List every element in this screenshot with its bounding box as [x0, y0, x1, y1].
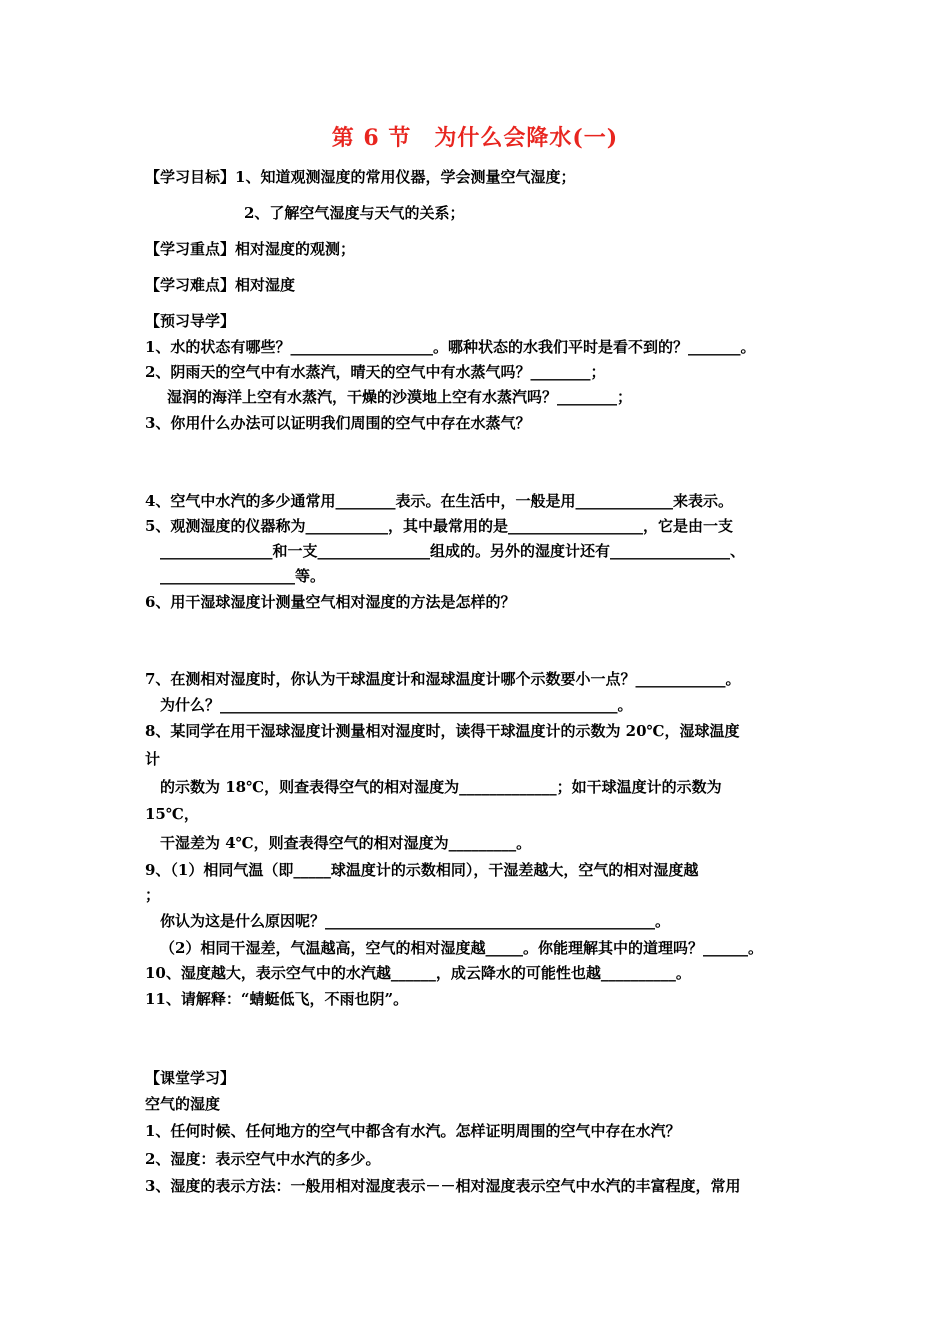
question-9-cont: 你认为这是什么原因呢？____________________________________________。	[160, 912, 671, 930]
question-7-cont: 为什么？_____________________________________________________。	[160, 696, 633, 714]
question-5: 5、观测湿度的仪器称为___________，其中最常用的是__________________，它是由一支	[145, 517, 733, 535]
question-5-cont: _______________和一支_______________组成的。另外的湿度计还有________________、	[160, 542, 746, 560]
learning-difficulty: 【学习难点】相对湿度	[145, 276, 296, 294]
question-9: 9、（1）相同气温（即_____球温度计的示数相同），干湿差越大，空气的相对湿度越	[145, 861, 699, 879]
question-8: 8、某同学在用干湿球湿度计测量相对湿度时，读得干球温度计的示数为 20℃，湿球温度	[145, 722, 740, 740]
learning-objective-1: 【学习目标】1、知道观测湿度的常用仪器，学会测量空气湿度；	[145, 168, 576, 186]
question-9-wrap: ；	[145, 886, 161, 904]
question-8-cont-2: 干湿差为 4℃，则查表得空气的相对湿度为_________。	[160, 834, 532, 852]
question-8-wrap: 计	[145, 750, 161, 768]
question-2: 2、阴雨天的空气中有水蒸汽，晴天的空气中有水蒸气吗？________；	[145, 363, 606, 381]
classroom-item-1: 1、任何时候、任何地方的空气中都含有水汽。怎样证明周围的空气中存在水汽？	[145, 1122, 681, 1140]
learning-focus: 【学习重点】相对湿度的观测；	[145, 240, 356, 258]
classroom-item-2: 2、湿度：表示空气中水汽的多少。	[145, 1150, 381, 1168]
question-6: 6、用干湿球湿度计测量空气相对湿度的方法是怎样的？	[145, 593, 516, 611]
preview-guide-heading: 【预习导学】	[145, 312, 236, 330]
question-4: 4、空气中水汽的多少通常用________表示。在生活中，一般是用_____________来表示。	[145, 492, 733, 510]
question-8-cont: 的示数为 18℃，则查表得空气的相对湿度为_____________；如干球温度计的示数为	[160, 778, 722, 796]
question-2-cont: 湿润的海洋上空有水蒸汽，干燥的沙漠地上空有水蒸汽吗？________；	[167, 388, 633, 406]
question-10: 10、湿度越大，表示空气中的水汽越______，成云降水的可能性也越__________。	[145, 964, 691, 982]
question-11: 11、请解释：“蜻蜓低飞，不雨也阴”。	[145, 990, 409, 1008]
question-7: 7、在测相对湿度时，你认为干球温度计和湿球温度计哪个示数要小一点？____________。	[145, 670, 741, 688]
question-5-cont-2: __________________等。	[160, 567, 326, 585]
classroom-item-3: 3、湿度的表示方法：一般用相对湿度表示－－相对湿度表示空气中水汽的丰富程度，常用	[145, 1177, 741, 1195]
question-3: 3、你用什么办法可以证明我们周围的空气中存在水蒸气？	[145, 414, 531, 432]
classroom-heading: 【课堂学习】	[145, 1069, 236, 1087]
learning-objective-2: 2、了解空气湿度与天气的关系；	[244, 204, 465, 222]
question-9-part-2: （2）相同干湿差，气温越高，空气的相对湿度越_____。你能理解其中的道理吗？______。	[160, 939, 763, 957]
classroom-subheading: 空气的湿度	[145, 1095, 221, 1113]
page-title: 第 6 节 为什么会降水(一)	[331, 125, 619, 151]
question-8-wrap-2: 15℃，	[145, 805, 199, 823]
question-1: 1、水的状态有哪些？___________________。哪种状态的水我们平时是看不到的？_______。	[145, 338, 756, 356]
